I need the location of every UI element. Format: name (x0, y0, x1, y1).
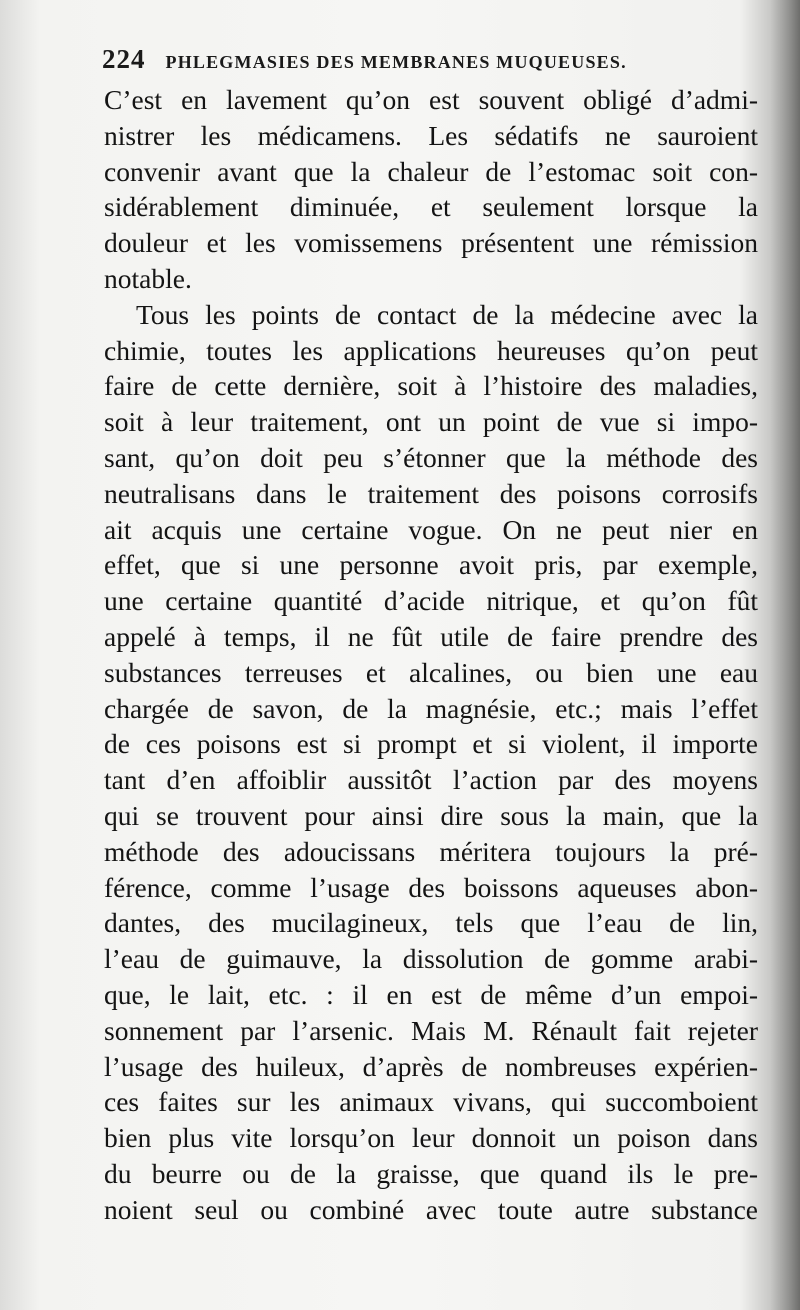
text-line: qui se trouvent pour ainsi dire sous la main, que la (104, 799, 758, 831)
text-line: tant d’en affoiblir aussitôt l’action par des moyens (104, 764, 758, 796)
text-line: chargée de savon, de la magnésie, etc.; mais l’effet (104, 692, 758, 724)
text-line: que, le lait, etc. : il en est de même d’un empoi- (104, 978, 758, 1010)
text-line: notable. (104, 262, 192, 294)
paragraph-start-line: Tous les points de contact de la médecine avec la (136, 298, 758, 330)
text-line: l’eau de guimauve, la dissolution de gomme arabi- (104, 943, 758, 975)
text-line: nistrer les médicamens. Les sédatifs ne sauroient (104, 119, 758, 151)
text-line: de ces poisons est si prompt et si violent, il importe (104, 728, 758, 760)
text-line: dantes, des mucilagineux, tels que l’eau de lin, (104, 907, 758, 939)
text-line: neutralisans dans le traitement des poisons corrosifs (104, 477, 758, 509)
text-line: ait acquis une certaine vogue. On ne peut nier en (104, 513, 758, 545)
text-line: soit à leur traitement, ont un point de vue si impo- (104, 406, 758, 438)
text-line: du beurre ou de la graisse, que quand ils le pre- (104, 1157, 758, 1189)
text-line: sonnement par l’arsenic. Mais M. Rénault fait rejeter (104, 1014, 758, 1046)
text-line: douleur et les vomissemens présentent une rémission (104, 227, 758, 259)
page-header (102, 44, 762, 80)
text-line: faire de cette dernière, soit à l’histoire des maladies, (104, 370, 758, 402)
text-line: chimie, toutes les applications heureuses qu’on peut (104, 334, 758, 366)
text-line: noient seul ou combiné avec toute autre substance (104, 1193, 758, 1225)
text-line: férence, comme l’usage des boissons aqueuses abon- (104, 871, 758, 903)
text-line: C’est en lavement qu’on est souvent obligé d’admi- (104, 84, 758, 115)
text-line: sant, qu’on doit peu s’étonner que la méthode des (104, 441, 758, 473)
text-line: sidérablement diminuée, et seulement lorsque la (104, 191, 758, 223)
text-line: ces faites sur les animaux vivans, qui succomboient (104, 1086, 758, 1118)
text-line: une certaine quantité d’acide nitrique, et qu’on fût (104, 585, 758, 617)
text-line: substances terreuses et alcalines, ou bien une eau (104, 656, 758, 688)
text-line: convenir avant que la chaleur de l’estomac soit con- (104, 155, 758, 187)
text-line: l’usage des huileux, d’après de nombreuses expérien- (104, 1050, 758, 1082)
text-line: appelé à temps, il ne fût utile de faire prendre des (104, 620, 758, 652)
text-line: bien plus vite lorsqu’on leur donnoit un poison dans (104, 1122, 758, 1154)
body-text (104, 82, 758, 1228)
text-line: méthode des adoucissans méritera toujours la pré- (104, 835, 758, 867)
running-title: PHLEGMASIES DES MEMBRANES MUQUEUSES. (165, 52, 627, 72)
page-number: 224 (102, 44, 146, 74)
text-line: effet, que si une personne avoit pris, par exemple, (104, 549, 758, 581)
